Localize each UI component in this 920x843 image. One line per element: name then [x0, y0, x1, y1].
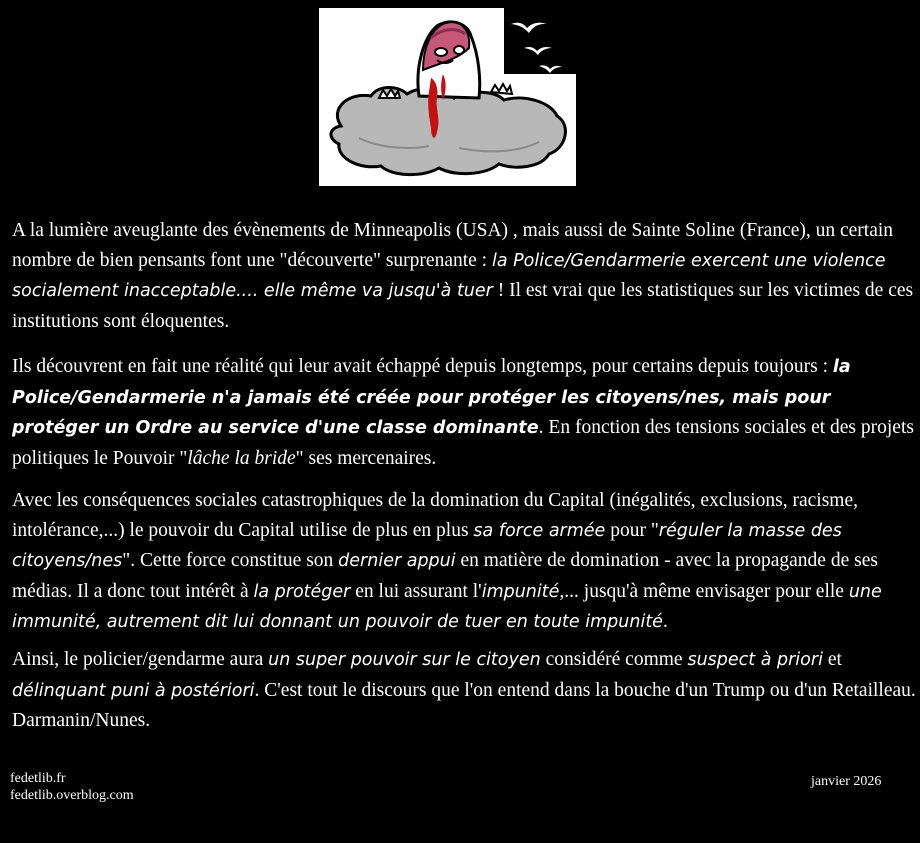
hooded-figure-on-cloud-illustration [319, 8, 576, 186]
p2-text-2: . En fonction des tensions sociales et des projets politiques le Pouvoir " [12, 417, 914, 469]
p4-text-1: Ainsi, le policier/gendarme aura [12, 649, 269, 670]
cloud-shape [331, 88, 565, 175]
p3-emphasis-4: la protéger [253, 581, 351, 602]
footer-blog: fedetlib.overblog.com [10, 788, 134, 803]
paragraph-minneapolis [12, 216, 916, 336]
footer-links [10, 770, 134, 804]
p3-text-6: ,... jusqu'à même envisager pour elle [559, 580, 849, 602]
p4-text-3: et [822, 649, 842, 670]
p3-text-4: en matière de domination - avec la propagande de ses médias. Il a donc tout intérêt à [12, 550, 878, 602]
p3-emphasis-3: dernier appui [338, 551, 456, 572]
p3-text-3: ". Cette force constitue son [122, 550, 339, 572]
p2-text-1: Ils découvrent en fait une réalité qui leur avait échappé depuis longtemps, pour certains depuis toujours : [12, 356, 833, 377]
p1-text-2: ! Il est vrai que les statistiques sur les victimes de ces institutions sont éloquentes. [12, 280, 914, 332]
p4-emphasis-2: suspect à priori [687, 650, 823, 670]
p3-text-5: en lui assurant l' [350, 580, 482, 602]
p3-emphasis-6: une immunité, autrement dit lui donnant un pouvoir de tuer en toute impunité [12, 581, 882, 633]
p3-emphasis-5: impunité [481, 581, 560, 602]
p2-emphasis: lâche la bride [187, 447, 296, 469]
paragraph-policier [12, 645, 916, 736]
p4-emphasis-3: délinquant puni à postériori [12, 680, 255, 701]
footer-date: janvier 2026 [811, 774, 882, 789]
p3-text-2: pour " [605, 519, 659, 541]
p3-emphasis-2: réguler la masse des citoyens/nes [12, 520, 842, 572]
paragraph-capital [12, 486, 916, 638]
footer-site: fedetlib.fr [10, 771, 66, 786]
p1-text-1: A la lumière aveuglante des évènements de Minneapolis (USA) , mais aussi de Sainte Soline (France), un certain nombre de bien pensants font une "découverte" surprenante : [12, 220, 894, 271]
p1-emphasis: la Police/Gendarmerie exercent une violence socialement inacceptable.... elle même va jusqu'à tuer [12, 250, 886, 302]
p4-emphasis-1: un super pouvoir sur le citoyen [268, 650, 541, 670]
p2-bold-emphasis: la Police/Gendarmerie n'a jamais été créée pour protéger les citoyens/nes, mais pour protéger un Ordre au service d'une classe dominante [12, 357, 851, 439]
paragraph-realite [12, 352, 916, 473]
p3-text-7: . [662, 611, 668, 633]
p4-text-2: considéré comme [540, 649, 688, 670]
p3-emphasis-1: sa force armée [473, 520, 606, 541]
p2-text-3: " ses mercenaires. [295, 447, 437, 469]
p4-text-4: . C'est tout le discours que l'on entend dans la bouche d'un Trump ou d'un Retailleau. Darmanin/Nunes. [12, 679, 916, 732]
p3-text-1: Avec les conséquences sociales catastrophiques de la domination du Capital (inégalités, exclusions, racisme, intolérance,...) le pouvoir du Capital utilise de plus en plus [12, 490, 859, 541]
